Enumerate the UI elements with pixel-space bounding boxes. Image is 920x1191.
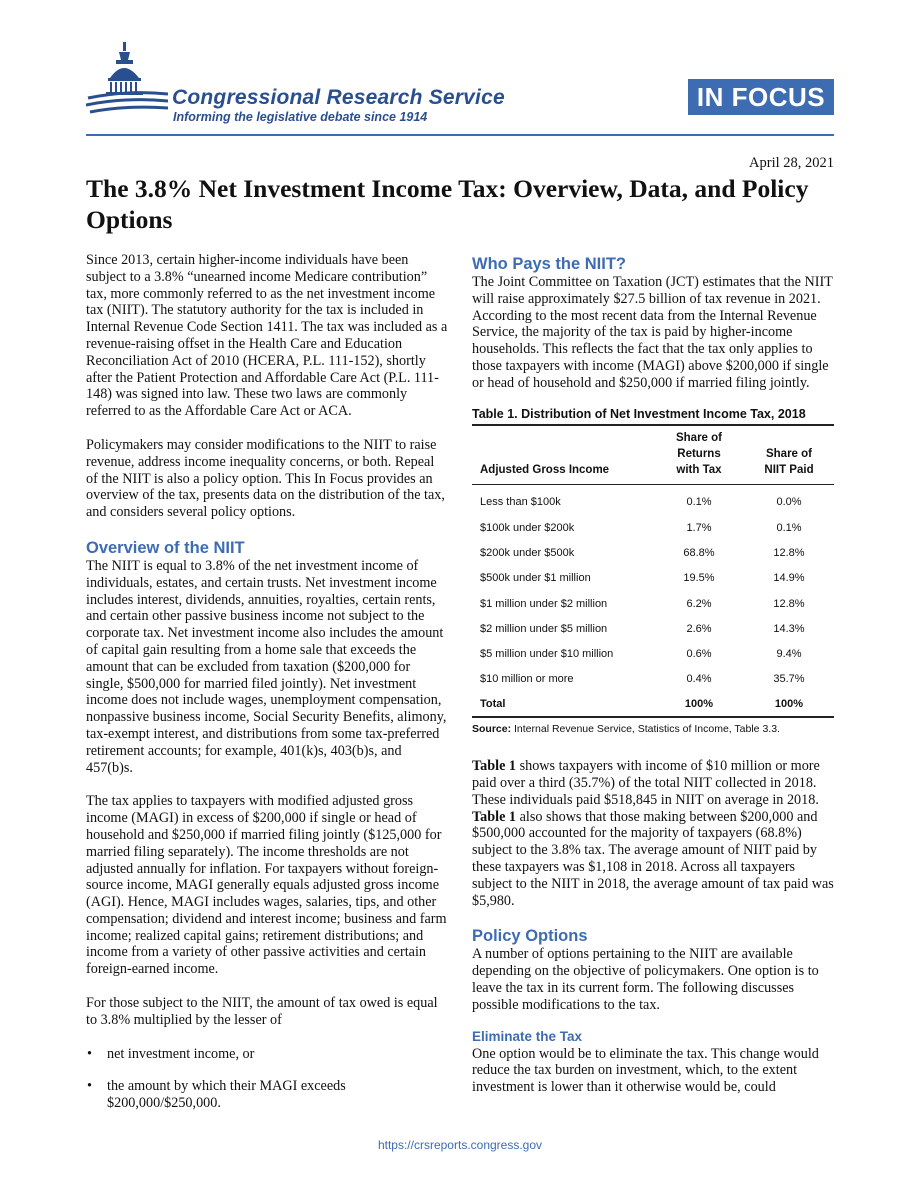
cell-agi: $1 million under $2 million	[480, 597, 608, 610]
page-title: The 3.8% Net Investment Income Tax: Overview, Data, and Policy Options	[86, 174, 809, 234]
section-heading-overview: Overview of the NIIT	[86, 538, 245, 557]
table-row	[472, 566, 834, 591]
header-line: Returns	[677, 447, 721, 460]
table-row	[472, 617, 834, 642]
cell-returns: 2.6%	[686, 622, 712, 635]
section-heading-policy-options: Policy Options	[472, 927, 588, 946]
who-pays-paragraph: The Joint Committee on Taxation (JCT) estimates that the NIIT will raise approximately $27.5 billion of tax revenue in 2021. According to the most recent data from the Internal Revenue Service, the majority of the tax is paid by higher-income households. This reflects the fact that the tax only applies to those taxpayers with income (MAGI) above $200,000 if single or head of household and $250,000 if married filing jointly.	[472, 274, 833, 391]
in-focus-badge: IN FOCUS	[688, 79, 834, 115]
source-text: Internal Revenue Service, Statistics of Income, Table 3.3.	[511, 723, 780, 736]
table-discussion-paragraph	[472, 758, 834, 909]
policy-paragraph: Policymakers may consider modifications to the NIIT to raise revenue, address income inequality concerns, or both. Repeal of the NIIT is also a policy option. This In Focus provides an overview of the tax, presents data on the distribution of the tax, and considers several policy options.	[86, 436, 445, 521]
table-reference: Table 1	[472, 808, 517, 825]
cell-returns: 6.2%	[686, 597, 712, 610]
threshold-paragraph: The tax applies to taxpayers with modified adjusted gross income (MAGI) in excess of $200,000 if single or head of household and $250,000 if married filing jointly ($125,000 for married filing separately). The income thresholds are not adjusted annually for inflation. For taxpayers without foreign-source income, MAGI generally equals adjusted gross income (AGI). Hence, MAGI includes wages, salaries, tips, and other compensation; dividend and interest income; business and farm income; realized capital gains; retirement distributions; and income from a variety of other passive activities and certain foreign-earned income.	[86, 793, 447, 978]
header-line: NIIT Paid	[764, 463, 814, 476]
cell-paid: 12.8%	[773, 597, 805, 610]
cell-paid: 9.4%	[776, 648, 802, 661]
header-line: with Tax	[676, 463, 722, 476]
policy-options-paragraph: A number of options pertaining to the NIIT are available depending on the objective of policymakers. One option is to leave the tax in its current form. The following discusses possible modifications to the tax.	[472, 946, 819, 1013]
column-header-returns	[654, 425, 744, 485]
table-caption: Table 1. Distribution of Net Investment Income Tax, 2018	[472, 406, 806, 421]
cell-returns: 68.8%	[683, 546, 715, 559]
distribution-table	[472, 424, 834, 719]
table-row	[472, 490, 834, 515]
paragraph-text: also shows that those making between $200,000 and $500,000 accounted for the majority of taxpayers (68.8%) subject to the 3.8% tax. The average amount of NIIT paid by these taxpayers was $1,108 in 2018. Across all taxpayers subject to the NIIT in 2018, the average amount of tax paid was $5,980.	[472, 808, 834, 909]
cell-paid: 14.9%	[773, 572, 805, 585]
lesser-of-list	[86, 1046, 448, 1112]
table-header-row	[472, 425, 834, 485]
org-name: Congressional Research Service	[172, 86, 505, 109]
report-header	[86, 38, 834, 138]
table-reference: Table 1	[472, 758, 517, 775]
table-total-row	[472, 692, 834, 717]
cell-returns: 0.6%	[686, 648, 712, 661]
column-header-agi: Adjusted Gross Income	[472, 425, 654, 485]
capitol-dome-icon	[86, 38, 168, 118]
cell-agi: Less than $100k	[480, 496, 561, 509]
table-row	[472, 591, 834, 616]
column-header-paid	[744, 425, 834, 485]
right-column	[472, 252, 834, 1113]
table-row	[472, 541, 834, 566]
subsection-heading-eliminate: Eliminate the Tax	[472, 1028, 583, 1044]
cell-returns: 0.1%	[686, 496, 712, 509]
table-row	[472, 642, 834, 667]
cell-returns: 100%	[654, 692, 744, 717]
cell-agi: $5 million under $10 million	[480, 648, 614, 661]
cell-agi: $500k under $1 million	[480, 572, 591, 585]
table-source-note	[472, 721, 834, 738]
cell-returns: 19.5%	[683, 572, 715, 585]
cell-agi: $200k under $500k	[480, 546, 575, 559]
list-item: • net investment income, or	[86, 1046, 448, 1063]
table-row	[472, 515, 834, 540]
cell-paid: 12.8%	[773, 546, 805, 559]
left-column	[86, 252, 448, 1128]
publication-date: April 28, 2021	[749, 155, 834, 171]
paragraph-text: shows taxpayers with income of $10 million or more paid over a third (35.7%) of the total NIIT collected in 2018. These individuals paid $518,845 in NIIT on average in 2018.	[472, 758, 820, 808]
tax-amount-paragraph: For those subject to the NIIT, the amount of tax owed is equal to 3.8% multiplied by the lesser of	[86, 995, 438, 1028]
cell-paid: 0.0%	[776, 496, 802, 509]
header-line: Share of	[675, 431, 722, 444]
org-tagline: Informing the legislative debate since 1914	[173, 110, 428, 124]
cell-agi: $10 million or more	[480, 673, 574, 686]
cell-returns: 0.4%	[686, 673, 712, 686]
cell-paid: 100%	[744, 692, 834, 717]
source-label: Source:	[472, 723, 512, 736]
header-line: Share of	[765, 447, 812, 460]
footer-url-link[interactable]: https://crsreports.congress.gov	[377, 1138, 543, 1152]
cell-agi: $100k under $200k	[480, 521, 575, 534]
header-divider	[86, 134, 834, 136]
cell-paid: 14.3%	[773, 622, 805, 635]
cell-paid: 0.1%	[776, 521, 802, 534]
cell-paid: 35.7%	[773, 673, 805, 686]
cell-returns: 1.7%	[686, 521, 712, 534]
section-heading-who-pays: Who Pays the NIIT?	[472, 255, 627, 273]
table-row	[472, 667, 834, 692]
eliminate-paragraph: One option would be to eliminate the tax. This change would reduce the tax burden on investment, which, to the extent investment is lower than it otherwise would be, could	[472, 1045, 819, 1096]
cell-agi: $2 million under $5 million	[480, 622, 608, 635]
overview-paragraph: The NIIT is equal to 3.8% of the net investment income of individuals, estates, and certain trusts. Net investment income includes interest, dividends, annuities, royalties, certain rents, and certain other passive business income not subject to the corporate tax. Net investment income also includes the amount of capital gain resulting from a home sale that exceeds the amount that can be excluded from taxation ($200,000 for single, $500,000 for married filed jointly). Net investment income does not include wages, unemployment compensation, nonpassive business income, Social Security Benefits, alimony, tax-exempt interest, and distributions from some tax-preferred retirement accounts; for example, 401(k)s, 403(b)s, and 457(b)s.	[86, 557, 447, 776]
list-item: • the amount by which their MAGI exceeds $200,000/$250,000.	[86, 1078, 448, 1112]
cell-agi: Total	[472, 692, 654, 717]
intro-paragraph: Since 2013, certain higher-income individuals have been subject to a 3.8% “unearned income Medicare contribution” tax, more commonly referred to as the net investment income tax (NIIT). The statutory authority for the tax is included in Internal Revenue Code Section 1411. The tax was included as a revenue-raising offset in the Health Care and Education Reconciliation Act of 2010 (HCERA, P.L. 111-152), shortly after the Patient Protection and Affordable Care Act (P.L. 111-148) was signed into law. These two laws are commonly referred to as the Affordable Care Act or ACA.	[86, 252, 448, 420]
